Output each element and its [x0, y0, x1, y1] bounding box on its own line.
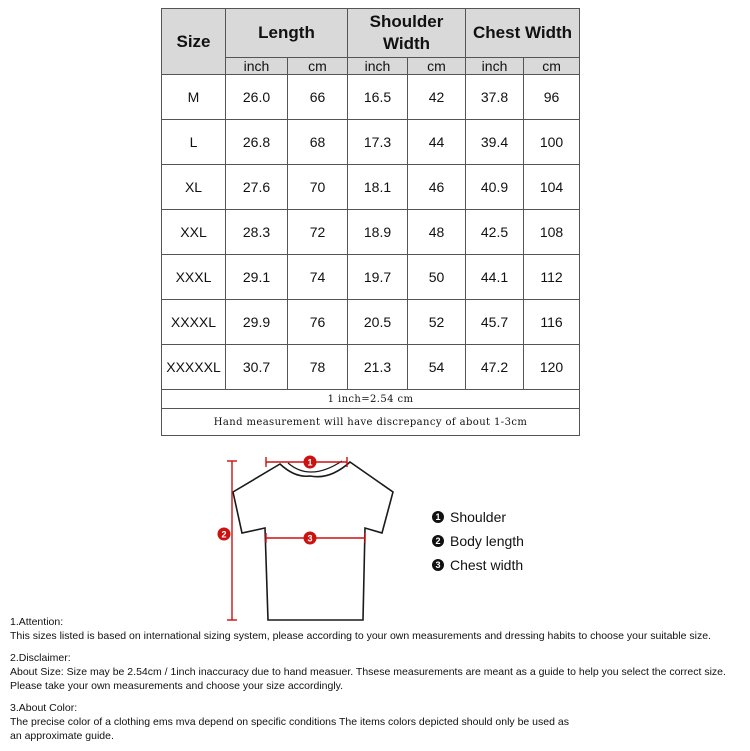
measurement-cell: 17.3 [348, 120, 408, 165]
measurement-cell: 100 [524, 120, 580, 165]
measurement-cell: 68 [288, 120, 348, 165]
disclaimer-note [10, 651, 745, 693]
size-label-cell: XXXXL [162, 300, 226, 345]
legend-number: 2 [432, 535, 444, 547]
measurement-cell: 78 [288, 345, 348, 390]
measurement-cell: 44 [408, 120, 466, 165]
measurement-cell: 96 [524, 75, 580, 120]
unit-header: cm [288, 58, 348, 75]
measurement-cell: 52 [408, 300, 466, 345]
conversion-note: 1 inch=2.54 cm [162, 390, 580, 409]
measurement-cell: 42 [408, 75, 466, 120]
measurement-cell: 45.7 [466, 300, 524, 345]
measurement-cell: 27.6 [226, 165, 288, 210]
disclaimer-text-line: Please take your own measurements and choose your size accordingly. [10, 680, 344, 692]
size-label-cell: M [162, 75, 226, 120]
table-row [162, 120, 580, 165]
size-label-cell: XXL [162, 210, 226, 255]
measurement-cell: 66 [288, 75, 348, 120]
attention-text: This sizes listed is based on international sizing system, please according to your own measurements and dressing habits to choose your suitable size. [10, 630, 711, 642]
measurement-cell: 40.9 [466, 165, 524, 210]
unit-header: cm [408, 58, 466, 75]
measurement-cell: 76 [288, 300, 348, 345]
marker-2 [218, 528, 231, 541]
table-row [162, 165, 580, 210]
legend-number: 3 [432, 559, 444, 571]
table-row [162, 75, 580, 120]
measurement-cell: 16.5 [348, 75, 408, 120]
header-size: Size [162, 9, 226, 75]
measurement-cell: 42.5 [466, 210, 524, 255]
size-label-cell: XXXXXL [162, 345, 226, 390]
color-note [10, 701, 745, 743]
discrepancy-note: Hand measurement will have discrepancy of about 1-3cm [162, 409, 580, 436]
measurement-cell: 29.9 [226, 300, 288, 345]
legend-number: 1 [432, 511, 444, 523]
table-row [162, 300, 580, 345]
notes-section [10, 615, 745, 751]
unit-header: inch [466, 58, 524, 75]
measurement-cell: 47.2 [466, 345, 524, 390]
measurement-cell: 108 [524, 210, 580, 255]
measurement-cell: 54 [408, 345, 466, 390]
header-length: Length [226, 9, 348, 58]
measurement-cell: 39.4 [466, 120, 524, 165]
size-label-cell: L [162, 120, 226, 165]
table-row [162, 345, 580, 390]
size-label-cell: XXXL [162, 255, 226, 300]
table-row [162, 210, 580, 255]
disclaimer-text-line: About Size: Size may be 2.54cm / 1inch inaccuracy due to hand measuer. Thsese measurements are meant as a guide to help you select the correct size. [10, 666, 726, 678]
measurement-cell: 28.3 [226, 210, 288, 255]
measurement-cell: 26.8 [226, 120, 288, 165]
measurement-cell: 74 [288, 255, 348, 300]
measurement-cell: 20.5 [348, 300, 408, 345]
header-chest-width: Chest Width [466, 9, 580, 58]
legend-item-body-length [432, 529, 524, 553]
header-shoulder-width: Shoulder Width [348, 9, 466, 58]
unit-header: inch [348, 58, 408, 75]
attention-note [10, 615, 745, 643]
unit-header: cm [524, 58, 580, 75]
measurement-cell: 112 [524, 255, 580, 300]
color-text-line: an approximate guide. [10, 730, 114, 742]
size-label-cell: XL [162, 165, 226, 210]
measurement-cell: 48 [408, 210, 466, 255]
legend-label: Body length [450, 533, 524, 549]
measurement-cell: 19.7 [348, 255, 408, 300]
marker-1 [304, 456, 317, 469]
disclaimer-title: 2.Disclaimer: [10, 652, 71, 664]
tshirt-diagram [210, 448, 410, 628]
marker-3 [304, 532, 317, 545]
svg-text:2: 2 [221, 529, 227, 540]
measurement-cell: 44.1 [466, 255, 524, 300]
measurement-cell: 116 [524, 300, 580, 345]
measurement-cell: 46 [408, 165, 466, 210]
body-length-measure-line [227, 461, 237, 620]
color-title: 3.About Color: [10, 702, 78, 714]
color-text-line: The precise color of a clothing ems mva depend on specific conditions The items colors depicted should only be used as [10, 716, 569, 728]
measurement-cell: 26.0 [226, 75, 288, 120]
measurement-cell: 120 [524, 345, 580, 390]
attention-title: 1.Attention: [10, 616, 64, 628]
measurement-cell: 104 [524, 165, 580, 210]
svg-text:3: 3 [307, 533, 313, 544]
legend-item-chest-width [432, 553, 524, 577]
measurement-cell: 30.7 [226, 345, 288, 390]
measurement-cell: 18.9 [348, 210, 408, 255]
svg-text:1: 1 [307, 457, 313, 468]
size-chart-table [161, 8, 580, 436]
legend-label: Chest width [450, 557, 524, 573]
measurement-cell: 29.1 [226, 255, 288, 300]
table-row [162, 255, 580, 300]
legend-label: Shoulder [450, 509, 507, 525]
measurement-cell: 21.3 [348, 345, 408, 390]
unit-header: inch [226, 58, 288, 75]
legend-item-shoulder [432, 505, 524, 529]
measurement-cell: 50 [408, 255, 466, 300]
measurement-cell: 70 [288, 165, 348, 210]
measurement-cell: 18.1 [348, 165, 408, 210]
measurement-cell: 72 [288, 210, 348, 255]
measurement-cell: 37.8 [466, 75, 524, 120]
measurement-legend [432, 505, 524, 577]
